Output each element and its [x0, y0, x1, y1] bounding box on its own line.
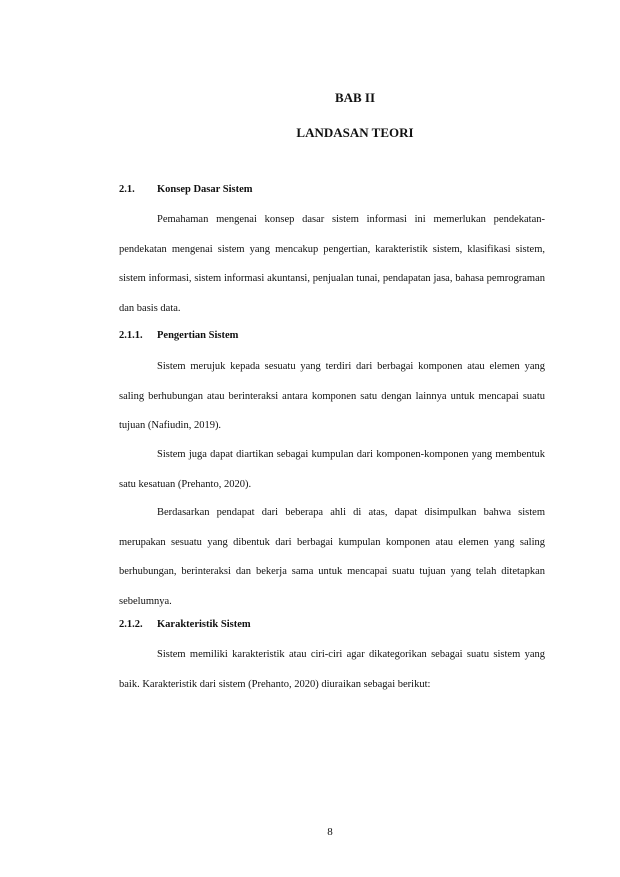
subsection-title: Karakteristik Sistem: [157, 619, 251, 630]
section-heading: [119, 184, 252, 195]
paragraph: Pemahaman mengenai konsep dasar sistem informasi ini memerlukan pendekatan-pendekatan mengenai sistem yang mencakup pengertian, karakteristik sistem, klasifikasi sistem, sistem informasi, sistem informasi akuntansi, penjualan tunai, pendapatan jasa, bahasa pemrograman dan basis data.: [119, 214, 545, 314]
page-number: 8: [327, 826, 333, 838]
subsection-number: 2.1.2.: [119, 619, 143, 630]
chapter-subtitle: LANDASAN TEORI: [296, 125, 414, 140]
section-title: Konsep Dasar Sistem: [157, 184, 253, 195]
paragraph: Sistem juga dapat diartikan sebagai kumpulan dari komponen-komponen yang membentuk satu kesatuan (Prehanto, 2020).: [119, 449, 545, 490]
paragraph: Berdasarkan pendapat dari beberapa ahli di atas, dapat disimpulkan bahwa sistem merupakan sesuatu yang dibentuk dari berbagai kumpulan komponen atau elemen yang saling berhubungan, berinteraksi dan bekerja sama untuk mencapai suatu tujuan yang telah ditetapkan sebelumnya.: [119, 507, 545, 607]
paragraph: Sistem merujuk kepada sesuatu yang terdiri dari berbagai komponen atau elemen yang saling berhubungan atau berinteraksi antara komponen satu dengan lainnya untuk mencapai suatu tujuan (Nafiudin, 2019).: [119, 361, 545, 431]
subsection-title: Pengertian Sistem: [157, 330, 239, 341]
section-number: 2.1.: [119, 184, 135, 195]
chapter-title: BAB II: [334, 90, 376, 105]
subsection-number: 2.1.1.: [119, 330, 143, 341]
subsection-heading: [119, 619, 251, 630]
subsection-heading: [119, 330, 238, 341]
paragraph: Sistem memiliki karakteristik atau ciri-ciri agar dikategorikan sebagai suatu sistem yang baik. Karakteristik dari sistem (Prehanto, 2020) diuraikan sebagai berikut:: [119, 649, 545, 690]
